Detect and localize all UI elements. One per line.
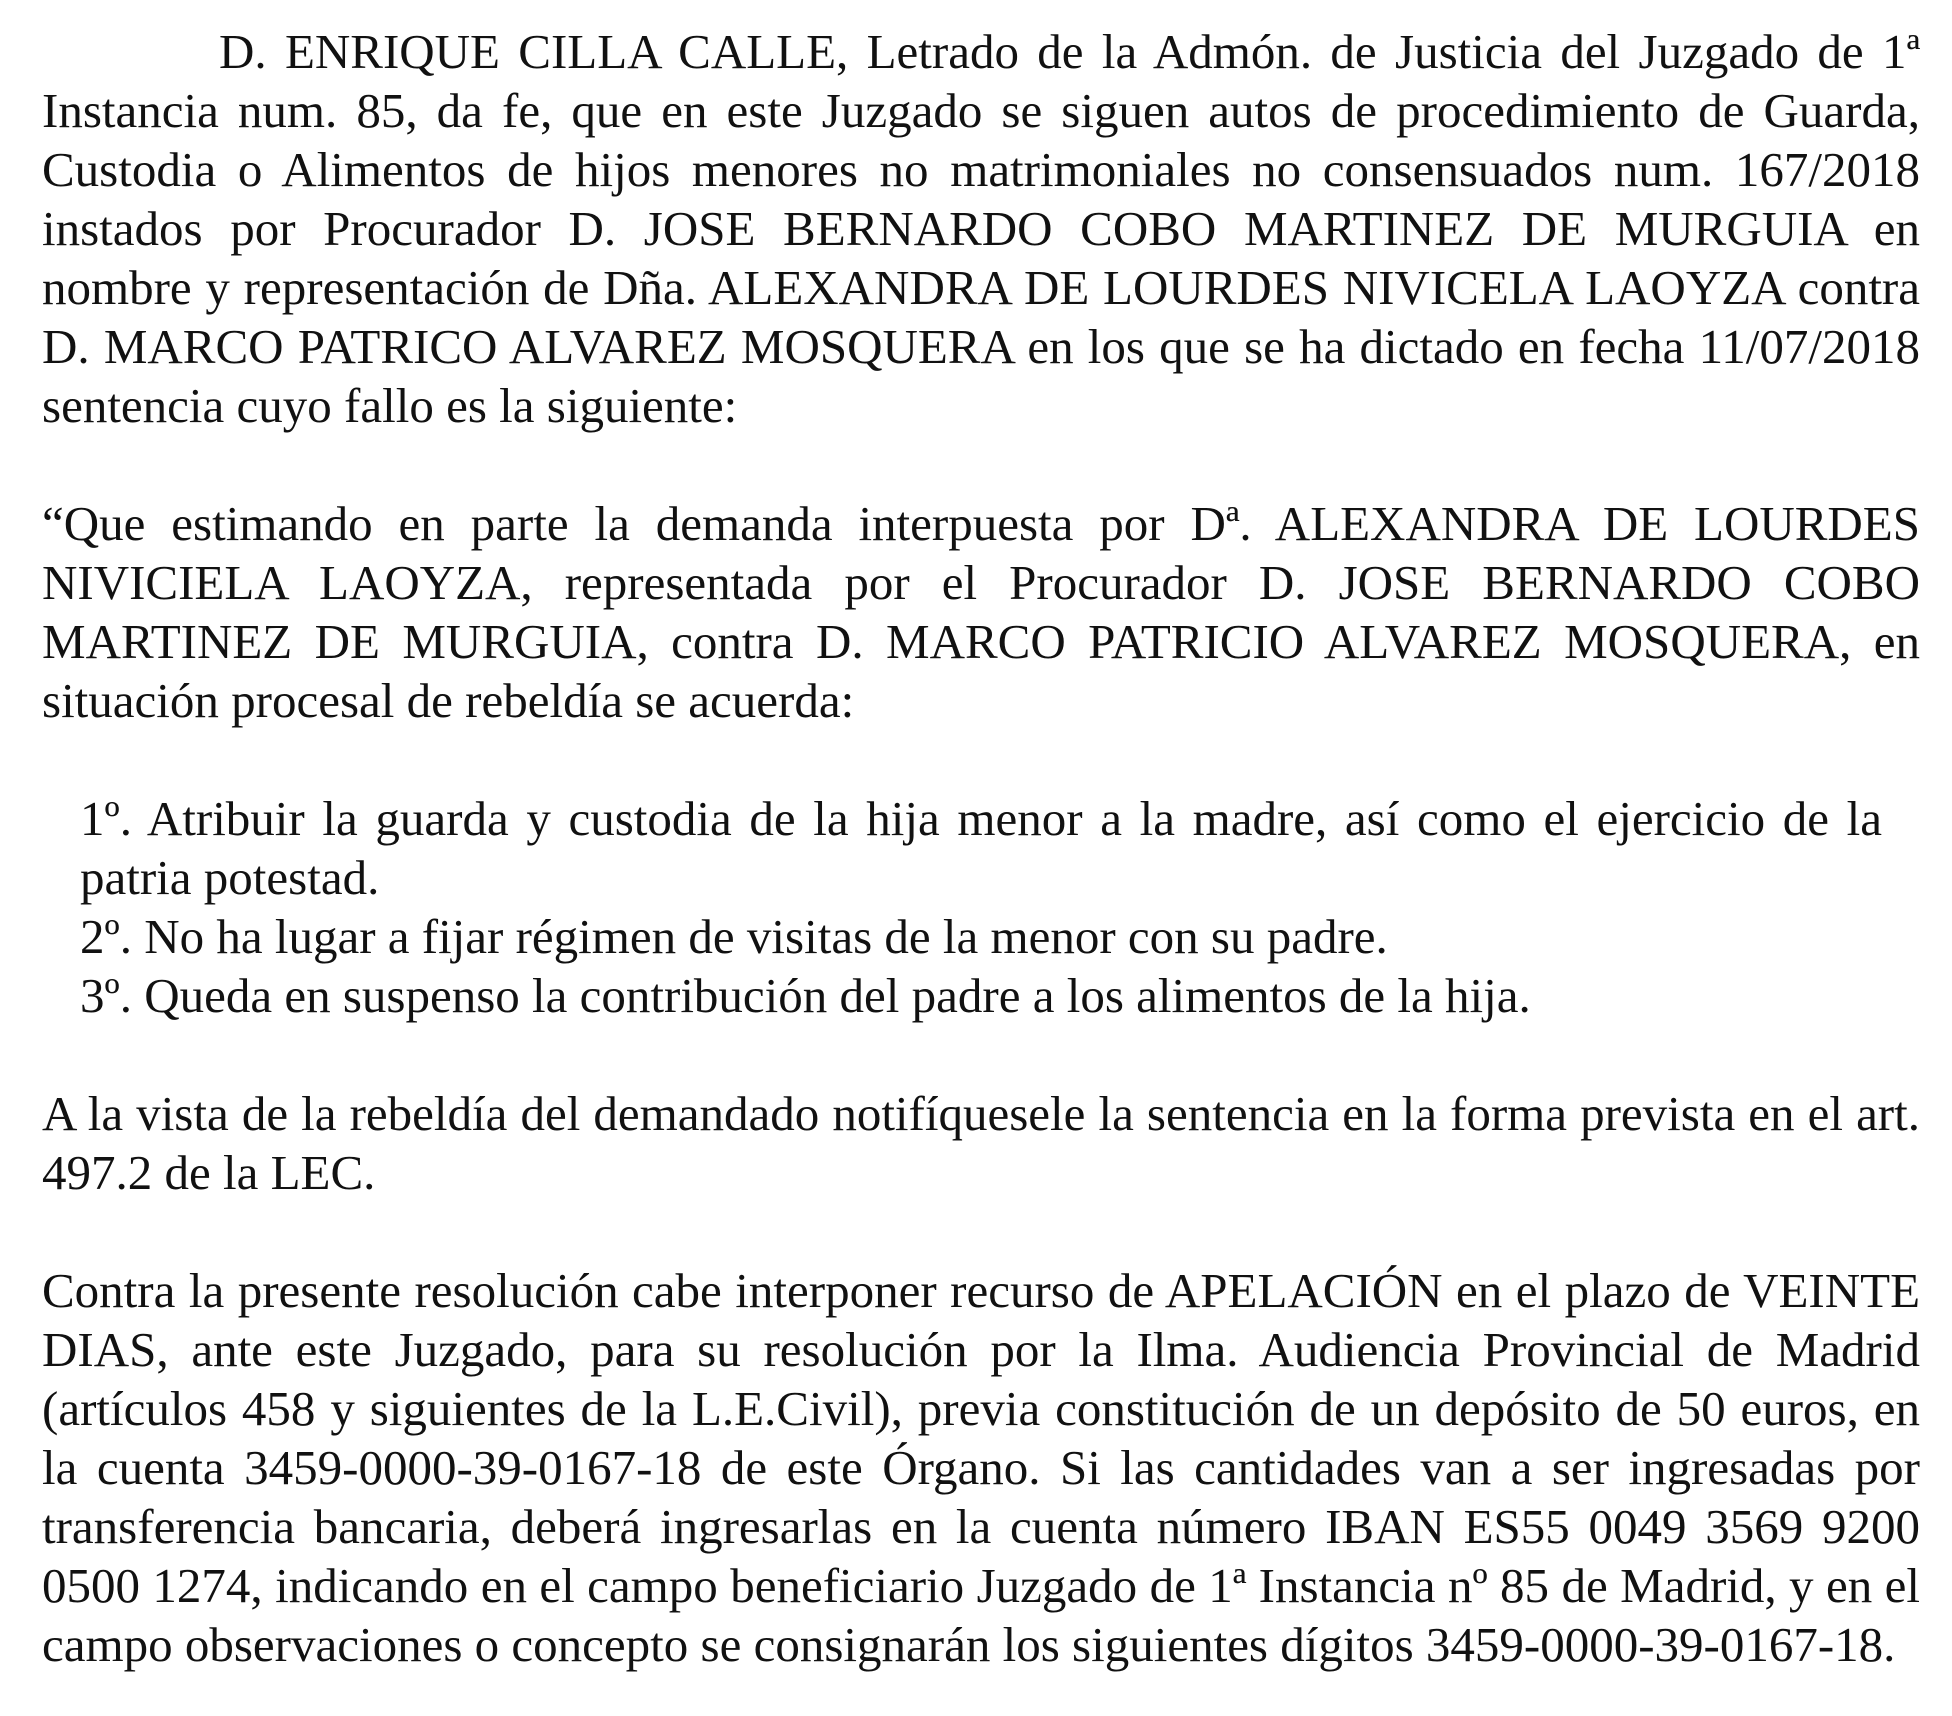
- ruling-list: [42, 789, 1920, 1025]
- notification-paragraph: A la vista de la rebeldía del demandado notifíquesele la sentencia en la forma prevista en el art. 497.2 de la LEC.: [42, 1086, 1920, 1200]
- ruling-item-1: 1º. Atribuir la guarda y custodia de la hija menor a la madre, así como el ejercicio de la patria potestad.: [80, 791, 1882, 905]
- ruling-intro-paragraph: “Que estimando en parte la demanda interpuesta por Dª. ALEXANDRA DE LOURDES NIVICIELA LAOYZA, representada por el Procurador D. JOSE BERNARDO COBO MARTINEZ DE MURGUIA, contra D. MARCO PATRICIO ALVAREZ MOSQUERA, en situación procesal de rebeldía se acuerda:: [42, 496, 1920, 728]
- appeal-paragraph: Contra la presente resolución cabe interponer recurso de APELACIÓN en el plazo de VEINTE DIAS, ante este Juzgado, para su resolución por la Ilma. Audiencia Provincial de Madrid (artículos 458 y siguientes de la L.E.Civil), previa constitución de un depósito de 50 euros, en la cuenta 3459-0000-39-0167-18 de este Órgano. Si las cantidades van a ser ingresadas por transferencia bancaria, deberá ingresarlas en la cuenta número IBAN ES55 0049 3569 9200 0500 1274, indicando en el campo beneficiario Juzgado de 1ª Instancia nº 85 de Madrid, y en el campo observaciones o concepto se consignarán los siguientes dígitos 3459-0000-39-0167-18.: [42, 1263, 1920, 1672]
- ruling-item-2: 2º. No ha lugar a fijar régimen de visitas de la menor con su padre.: [80, 909, 1388, 964]
- document-page: [42, 22, 1920, 1674]
- ruling-item-3: 3º. Queda en suspenso la contribución del padre a los alimentos de la hija.: [80, 968, 1531, 1023]
- header-paragraph: D. ENRIQUE CILLA CALLE, Letrado de la Admón. de Justicia del Juzgado de 1ª Instancia num. 85, da fe, que en este Juzgado se siguen autos de procedimiento de Guarda, Custodia o Alimentos de hijos menores no matrimoniales no consensuados num. 167/2018 instados por Procurador D. JOSE BERNARDO COBO MARTINEZ DE MURGUIA en nombre y representación de Dña. ALEXANDRA DE LOURDES NIVICELA LAOYZA contra D. MARCO PATRICO ALVAREZ MOSQUERA en los que se ha dictado en fecha 11/07/2018 sentencia cuyo fallo es la siguiente:: [42, 24, 1920, 433]
